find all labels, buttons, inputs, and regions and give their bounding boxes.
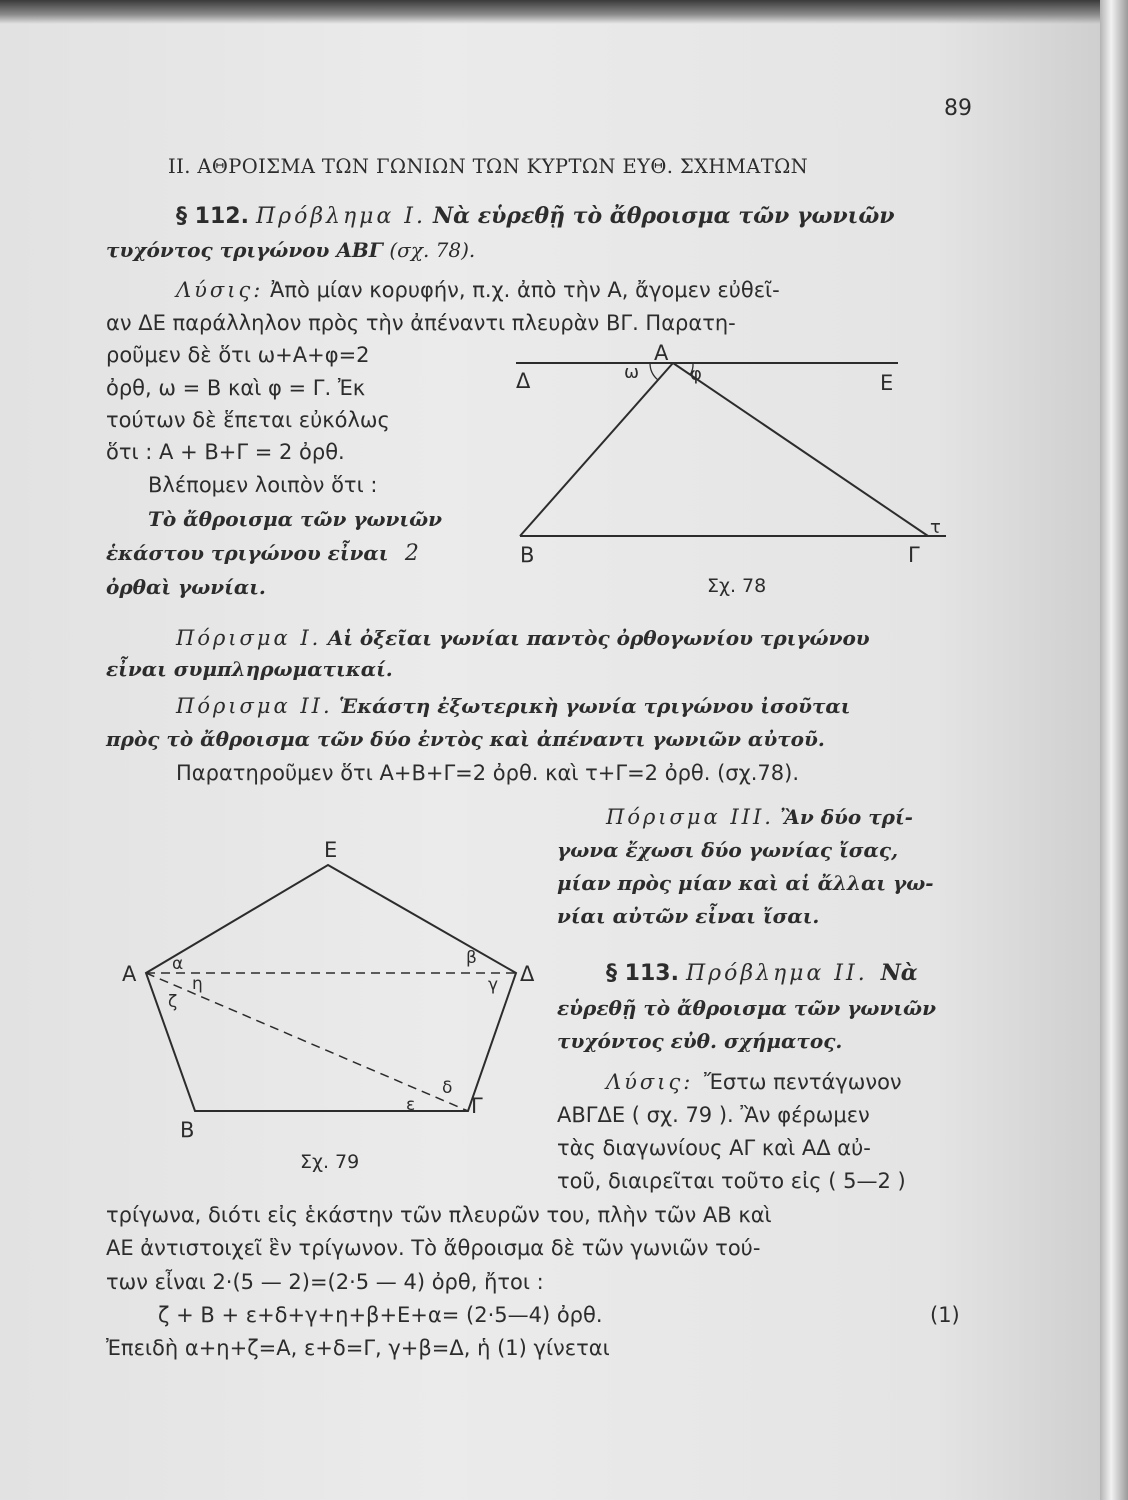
section-113-heading <box>606 959 918 988</box>
section-112-heading <box>176 202 895 231</box>
fig78-label-A: Α <box>654 341 669 365</box>
section-112-solution-line1 <box>176 276 780 304</box>
section-113-solution-label: Λύσις: <box>606 1070 694 1094</box>
section-113-title-3: τυχόντος εὐθ. σχήματος. <box>557 1029 843 1053</box>
running-head: ΙΙ. ΑΘΡΟΙΣΜΑ ΤΩΝ ΓΩΝΙΩΝ ΤΩΝ ΚΥΡΤΩΝ ΕΥΘ. ΣΧΗΜΑΤΩΝ <box>168 155 809 178</box>
section-113-solution-line1 <box>606 1068 902 1096</box>
fig79-label-G: Γ <box>471 1094 483 1118</box>
fig78-label-B: Β <box>520 543 535 567</box>
corollary-2-line2: πρὸς τὸ ἄθροισμα τῶν δύο ἐντὸς καὶ ἀπέναντι γωνιῶν αὐτοῦ. <box>106 727 825 751</box>
section-113-line6: ΑΕ ἀντιστοιχεῖ ἓν τρίγωνον. Τὸ ἄθροισμα δὲ τῶν γωνιῶν τού- <box>106 1236 761 1260</box>
section-113-line3: τὰς διαγωνίους ΑΓ καὶ ΑΔ αὐ- <box>557 1136 871 1160</box>
section-112-figure-ref: (σχ. 78). <box>389 238 476 262</box>
corollary-3-line3: μίαν πρὸς μίαν καὶ αἱ ἄλλαι γω- <box>557 871 934 895</box>
fig79-label-A: Α <box>122 962 137 986</box>
theorem-line2 <box>106 539 419 568</box>
section-113-line7: των εἶναι 2·(5 — 2)=(2·5 — 4) ὀρθ, ἤτοι : <box>106 1270 544 1294</box>
page-number: 89 <box>944 96 972 121</box>
corollary-1-line2: εἶναι συμπληρωματικαί. <box>106 657 393 681</box>
fig78-label-omega: ω <box>624 362 640 383</box>
corollary-3-line4: νίαι αὐτῶν εἶναι ἴσαι. <box>557 904 820 928</box>
section-113-label: Πρόβλημα ΙΙ. <box>685 961 868 986</box>
section-112-title-1: Νὰ εὑρεθῇ τὸ ἄθροισμα τῶν γωνιῶν <box>433 203 895 229</box>
corollary-3-line1 <box>606 803 913 831</box>
scan-top-shadow <box>0 0 1128 24</box>
fig79-caption: Σχ. 79 <box>300 1151 360 1173</box>
fig78-label-E: Ε <box>880 371 894 395</box>
section-113-line4: τοῦ, διαιρεῖται τοῦτο εἰς ( 5—2 ) <box>557 1169 906 1193</box>
solution-label: Λύσις: <box>176 278 264 302</box>
corollary-3-label: Πόρισμα ΙΙΙ. <box>606 805 774 829</box>
fig79-label-E: Ε <box>324 838 338 862</box>
fig79-label-delta: δ <box>442 1078 453 1098</box>
fig79-label-zeta: ζ <box>168 992 178 1012</box>
fig78-label-tau: τ <box>930 517 941 538</box>
theorem-line2-text: ἑκάστου τριγώνου εἶναι <box>106 541 389 565</box>
section-112-line2: αν ΔΕ παράλληλον πρὸς τὴν ἀπέναντι πλευρὰν ΒΓ. Παρατη- <box>106 311 736 335</box>
fig78-label-phi: φ <box>690 364 702 385</box>
fig79-label-gamma: γ <box>488 975 499 995</box>
angle-omega-arc <box>650 363 658 380</box>
section-112-line3: ροῦμεν δὲ ὅτι ω+Α+φ=2 <box>106 343 370 367</box>
section-112-title-2: τυχόντος τριγώνου ΑΒΓ <box>106 238 384 262</box>
fig79-label-alpha: α <box>172 954 184 974</box>
fig79-label-beta: β <box>466 948 477 968</box>
section-113-number: § 113. <box>606 961 679 986</box>
fig79-label-eta: η <box>192 974 203 994</box>
section-112-heading-line2 <box>106 236 475 264</box>
section-112-line6: ὅτι : Α + Β+Γ = 2 ὀρθ. <box>106 440 345 464</box>
fig78-caption: Σχ. 78 <box>707 575 767 597</box>
corollary-2-line1 <box>176 692 850 720</box>
corollary-1-text-1: Αἱ ὀξεῖαι γωνίαι παντὸς ὀρθογωνίου τριγώνου <box>327 626 870 650</box>
section-112-number: § 112. <box>176 204 249 229</box>
fig78-label-D: Δ <box>516 369 531 393</box>
solution-text: Ἀπὸ μίαν κορυφήν, π.χ. ἀπὸ τὴν Α, ἄγομεν εὐθεῖ- <box>270 278 780 302</box>
theorem-line2-number: 2 <box>404 541 419 566</box>
corollary-2-text-1: Ἑκάστη ἐξωτερικὴ γωνία τριγώνου ἰσοῦται <box>339 694 851 718</box>
section-113-solution-text: Ἔστω πεντάγωνον <box>704 1070 902 1094</box>
section-112-line4: ὀρθ, ω = Β καὶ φ = Γ. Ἐκ <box>106 376 366 400</box>
theorem-line1: Τὸ ἄθροισμα τῶν γωνιῶν <box>148 507 443 531</box>
page-edge <box>1100 0 1128 1500</box>
fig79-label-D: Δ <box>520 962 535 986</box>
figure-79 <box>110 835 550 1175</box>
fig79-label-epsilon: ε <box>406 1095 416 1115</box>
fig79-label-B: Β <box>180 1118 195 1142</box>
corollary-2-observation: Παρατηροῦμεν ὅτι Α+Β+Γ=2 ὀρθ. καὶ τ+Γ=2 ὀρθ. (σχ.78). <box>176 761 799 785</box>
section-113-title-2: εὑρεθῇ τὸ ἄθροισμα τῶν γωνιῶν <box>557 996 936 1020</box>
side-AB <box>520 363 673 536</box>
corollary-1-line1 <box>176 624 870 652</box>
section-113-title-1: Νὰ <box>880 960 918 986</box>
section-113-line2: ΑΒΓΔΕ ( σχ. 79 ). Ἂν φέρωμεν <box>557 1103 870 1127</box>
corollary-2-label: Πόρισμα ΙΙ. <box>176 694 333 718</box>
section-112-line5: τούτων δὲ ἕπεται εὐκόλως <box>106 408 390 432</box>
equation-1-number: (1) <box>930 1303 960 1327</box>
section-112-line7: Βλέπομεν λοιπὸν ὅτι : <box>148 473 378 497</box>
theorem-line3: ὀρθαὶ γωνίαι. <box>106 575 266 599</box>
corollary-3-text-1: Ἂν δύο τρί- <box>780 805 913 829</box>
section-113-line5: τρίγωνα, διότι εἰς ἑκάστην τῶν πλευρῶν του, πλὴν τῶν ΑΒ καὶ <box>106 1203 772 1227</box>
figure-78 <box>500 340 960 600</box>
section-112-label: Πρόβλημα Ι. <box>255 204 426 229</box>
fig78-label-G: Γ <box>908 543 920 567</box>
corollary-1-label: Πόρισμα Ι. <box>176 626 322 650</box>
corollary-3-line2: γωνα ἔχωσι δύο γωνίας ἴσας, <box>557 838 899 862</box>
equation-1: ζ + Β + ε+δ+γ+η+β+Ε+α= (2·5—4) ὀρθ. <box>158 1303 603 1327</box>
section-113-line8: Ἐπειδὴ α+η+ζ=Α, ε+δ=Γ, γ+β=Δ, ἡ (1) γίνεται <box>106 1336 610 1360</box>
